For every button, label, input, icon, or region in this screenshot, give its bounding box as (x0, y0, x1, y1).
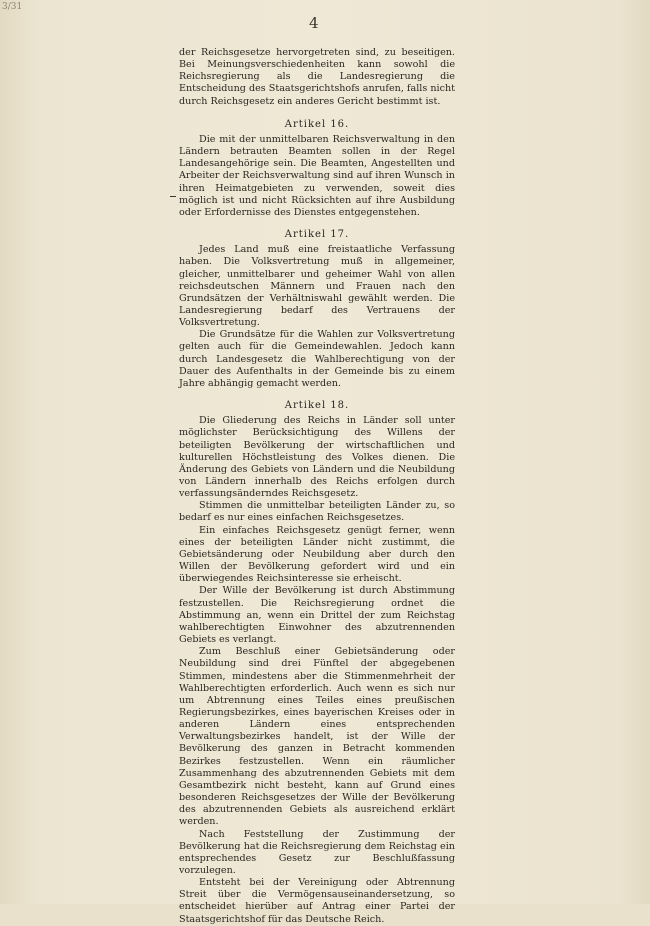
page-number: 4 (309, 14, 319, 32)
margin-dash (170, 196, 176, 197)
article-18-paragraph: Ein einfaches Reichsgesetz genügt ferner, wenn eines der beteiligten Länder nicht zustimmt, die Gebietsänderung oder Neubildung aber durch den Willen der Bevölkerung gefordert wird und ein überwiegendes Reichsinteresse sie erheischt. (179, 524, 455, 585)
intro-paragraph: der Reichsgesetze hervorgetreten sind, zu beseitigen. Bei Meinungsverschiedenheiten kann sowohl die Reichsregierung als die Landesregierung die Entscheidung des Staatsgerichtshofs anrufen, falls nicht durch Reichsgesetz ein anderes Gericht bestimmt ist. (179, 47, 455, 107)
article-17-paragraph: Die Grundsätze für die Wahlen zur Volksvertretung gelten auch für die Gemeindewahlen. Jedoch kann durch Landesgesetz die Wahlberechtigung von der Dauer des Aufenthalts in der Gemeinde bis zu einem Jahre abhängig gemacht werden. (179, 329, 455, 389)
article-18-paragraph: Stimmen die unmittelbar beteiligten Länder zu, so bedarf es nur eines einfachen Reichsgesetzes. (179, 500, 455, 524)
archive-mark: 3/31 (2, 2, 23, 12)
article-18-heading: Artikel 18. (284, 400, 350, 412)
article-17-heading: Artikel 17. (284, 229, 350, 241)
article-16-paragraph: Die mit der unmittelbaren Reichsverwaltung in den Ländern betrauten Beamten sollen in der Regel Landesangehörige sein. Die Beamten, Angestellten und Arbeiter der Reichsverwaltung sind auf ihren Wunsch in ihren Heimatgebieten zu verwenden, soweit dies möglich ist und nicht Rücksichten auf ihre Ausbildung oder Erfordernisse des Dienstes entgegenstehen. (179, 133, 455, 218)
article-18-paragraph: Zum Beschluß einer Gebietsänderung oder Neubildung sind drei Fünftel der abgegebenen Stimmen, mindestens aber die Stimmenmehrheit der Wahlberechtigten erforderlich. Auch wenn es sich nur um Abtrennung eines Teiles eines preußischen Regierungsbezirkes, eines bayerischen Kreises oder in anderen Ländern eines entsprechenden Verwaltungsbezirkes handelt, ist der Wille der Bevölkerung des ganzen in Betracht kommenden Bezirkes festzustellen. Wenn ein räumlicher Zusammenhang des abzutrennenden Gebiets mit dem Gesamtbezirk nicht besteht, kann auf Grund eines besonderen Reichsgesetzes der Wille der Bevölkerung des abzutrennenden Gebiets als ausreichend erklärt werden. (179, 646, 455, 828)
article-18-paragraph: Entsteht bei der Vereinigung oder Abtrennung Streit über die Vermögensauseinandersetzung, so entscheidet hierüber auf Antrag einer Partei der Staatsgerichtshof für das Deutsche Reich. (179, 877, 455, 925)
document-body (179, 47, 455, 926)
article-18-paragraph: Der Wille der Bevölkerung ist durch Abstimmung festzustellen. Die Reichsregierung ordnet die Abstimmung an, wenn ein Drittel der zum Reichstag wahlberechtigten Einwohner des abzutrennenden Gebiets es verlangt. (179, 585, 455, 646)
article-17-paragraph: Jedes Land muß eine freistaatliche Verfassung haben. Die Volksvertretung muß in allgemeiner, gleicher, unmittelbarer und geheimer Wahl von allen reichsdeutschen Männern und Frauen nach den Grundsätzen der Verhältniswahl gewählt werden. Die Landesregierung bedarf des Vertrauens der Volksvertretung. (179, 244, 455, 329)
article-16-heading: Artikel 16. (284, 118, 350, 130)
article-18-paragraph: Die Gliederung des Reichs in Länder soll unter möglichster Berücksichtigung des Willens der beteiligten Bevölkerung der wirtschaftlichen und kulturellen Höchstleistung des Volkes dienen. Die Änderung des Gebiets von Ländern und die Neubildung von Ländern innerhalb des Reichs erfolgen durch verfassungsänderndes Reichsgesetz. (179, 415, 455, 500)
article-18-paragraph: Nach Feststellung der Zustimmung der Bevölkerung hat die Reichsregierung dem Reichstag ein entsprechendes Gesetz zur Beschlußfassung vorzulegen. (179, 828, 455, 876)
